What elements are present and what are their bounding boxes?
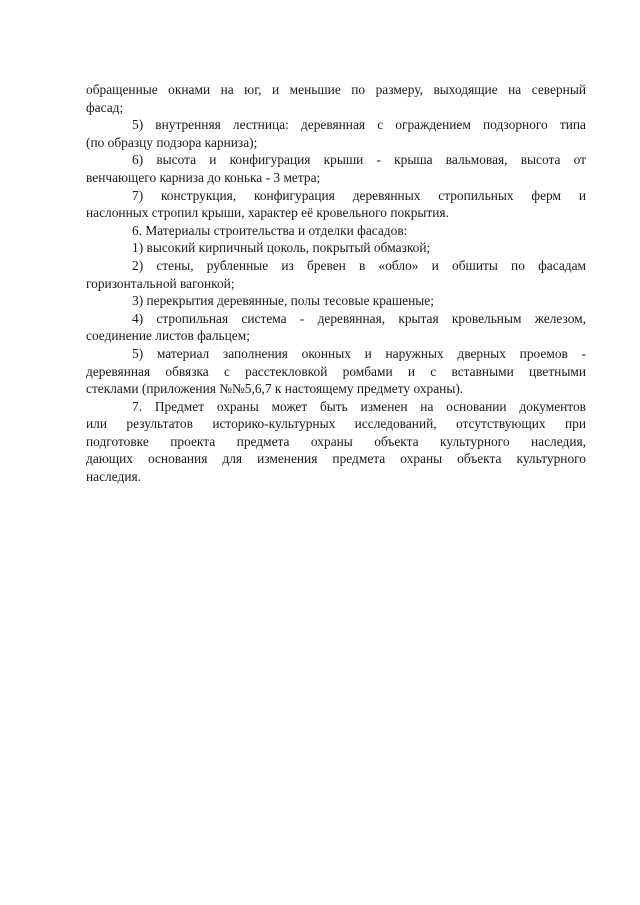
text-line: 1) высокий кирпичный цоколь, покрытый обмазкой; xyxy=(132,240,431,256)
text-line: венчающего карниза до конька - 3 метра; xyxy=(86,169,321,185)
text-line: обращенные окнами на юг, и меньшие по размеру, выходящие на северный xyxy=(86,82,586,97)
document-body xyxy=(86,81,586,486)
text-line: горизонтальной вагонкой; xyxy=(86,275,235,291)
text-line: (по образцу подзора карниза); xyxy=(86,134,258,150)
text-line: дающих основания для изменения предмета охраны объекта культурного xyxy=(86,451,586,467)
text-line: 6. Материалы строительства и отделки фасадов: xyxy=(132,222,408,238)
text-line: 7) конструкция, конфигурация деревянных стропильных ферм и xyxy=(132,187,586,203)
text-line: подготовке проекта предмета охраны объекта культурного наследия, xyxy=(86,433,586,449)
text-line: 7. Предмет охраны может быть изменен на основании документов xyxy=(132,398,586,414)
text-line: 4) стропильная система - деревянная, крытая кровельным железом, xyxy=(132,310,586,326)
text-line: 3) перекрытия деревянные, полы тесовые крашеные; xyxy=(132,293,434,309)
text-line: 2) стены, рубленные из бревен в «обло» и обшиты по фасадам xyxy=(132,257,586,273)
text-line: 6) высота и конфигурация крыши - крыша вальмовая, высота от xyxy=(132,152,586,168)
text-line: наслонных стропил крыши, характер её кровельного покрытия. xyxy=(86,205,449,221)
text-line: фасад; xyxy=(86,99,124,115)
text-line: наследия. xyxy=(86,469,141,485)
text-line: или результатов историко-культурных исследований, отсутствующих при xyxy=(86,416,586,432)
text-line: 5) материал заполнения оконных и наружных дверных проемов - xyxy=(132,345,586,361)
text-line: деревянная обвязка с расстекловкой ромбами и с вставными цветными xyxy=(86,363,586,379)
text-line: 5) внутренняя лестница: деревянная с ограждением подзорного типа xyxy=(132,117,586,133)
text-line: стеклами (приложения №№5,6,7 к настоящему предмету охраны). xyxy=(86,381,464,397)
text-line: соединение листов фальцем; xyxy=(86,328,250,344)
